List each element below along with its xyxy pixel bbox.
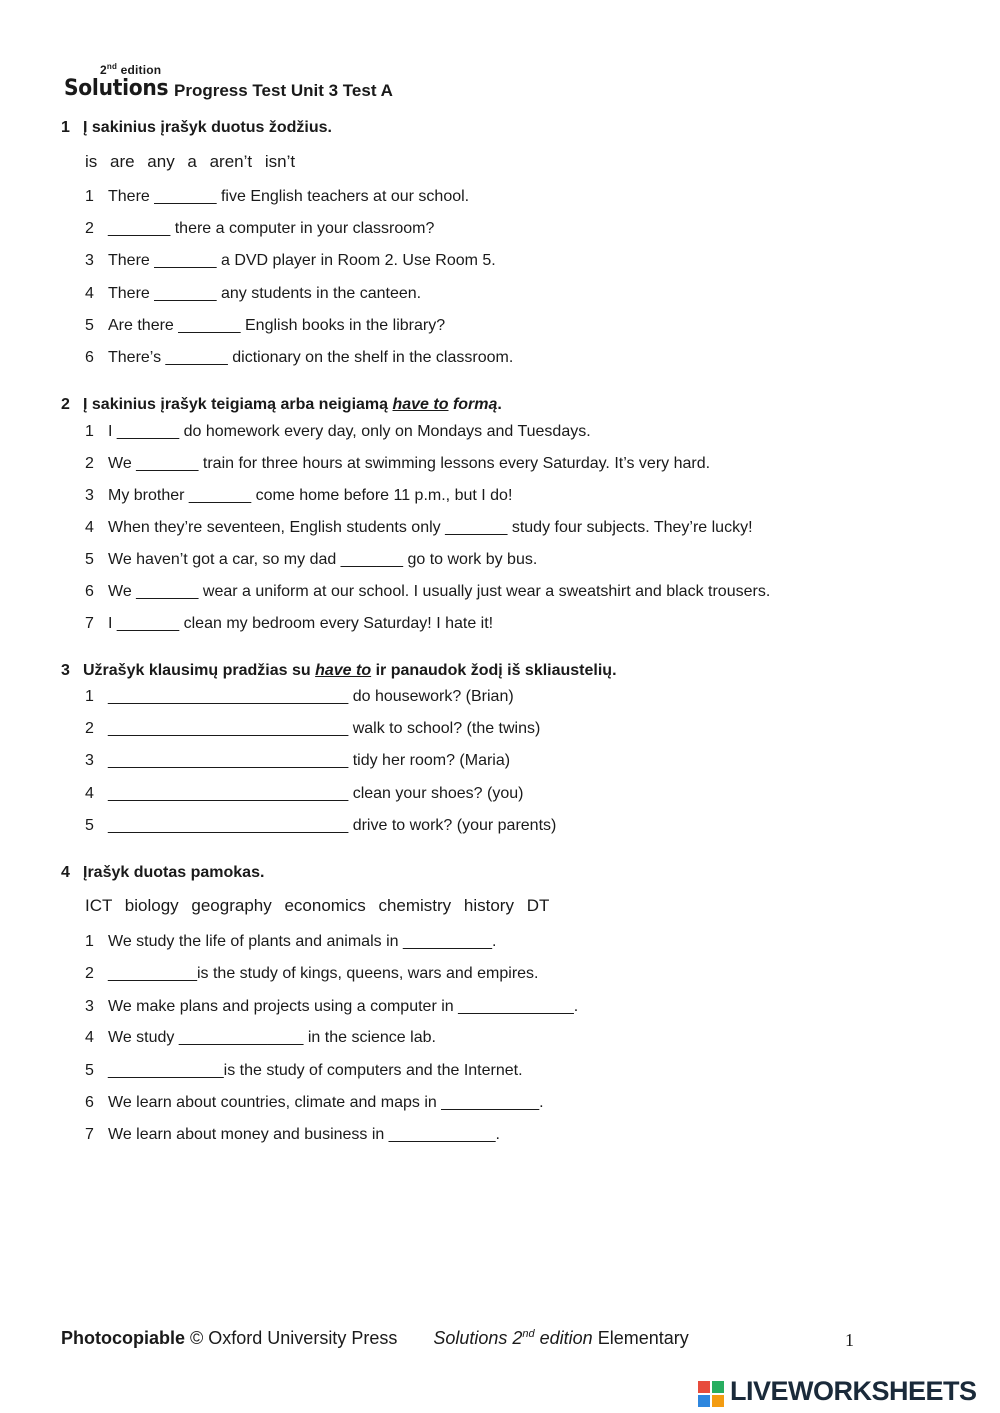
logo-tile [712,1395,724,1407]
liveworksheets-watermark: LIVEWORKSHEETS [730,1376,977,1406]
list-item: 2 _______ there a computer in your classroom? [85,220,435,237]
list-item: 3 ___________________________ tidy her room? (Maria) [85,752,511,769]
list-item: 6 We _______ wear a uniform at our school. I usually just wear a sweatshirt and black trousers. [85,583,771,600]
list-item: 2 We _______ train for three hours at swimming lessons every Saturday. It’s very hard. [85,455,711,472]
list-item: 4 We study ______________ in the science lab. [85,1029,436,1046]
list-item: 1 We study the life of plants and animals in __________. [85,933,497,950]
list-item: 2 __________is the study of kings, queens, wars and empires. [85,965,539,982]
list-item: 3 My brother _______ come home before 11 p.m., but I do! [85,487,513,504]
page-footer: Photocopiable © Oxford University Press Solutions 2nd edition Elementary [61,1328,689,1348]
list-item: 2 ___________________________ walk to school? (the twins) [85,720,541,737]
list-item: 6 There’s _______ dictionary on the shelf in the classroom. [85,349,514,366]
logo-tile [712,1381,724,1393]
list-item: 3 There _______ a DVD player in Room 2. Use Room 5. [85,252,496,269]
section-2-heading: 2 Į sakinius įrašyk teigiamą arba neigiamą have to formą. [61,396,502,413]
logo-tile [698,1395,710,1407]
page-number: 1 [845,1330,854,1350]
list-item: 3 We make plans and projects using a computer in _____________. [85,998,579,1015]
section-3-heading: 3 Užrašyk klausimų pradžias su have to ir panaudok žodį iš skliaustelių. [61,662,617,679]
list-item: 5 _____________is the study of computers and the Internet. [85,1062,523,1079]
section-1-heading: 1 Į sakinius įrašyk duotus žodžius. [61,119,332,136]
list-item: 4 ___________________________ clean your shoes? (you) [85,785,524,802]
list-item: 4 When they’re seventeen, English students only _______ study four subjects. They’re lucky! [85,519,753,536]
list-item: 7 I _______ clean my bedroom every Saturday! I hate it! [85,615,494,632]
section-4-word-bank: ICT biology geography economics chemistry history DT [85,896,550,915]
brand-logo: Solutions [64,76,169,101]
logo-edition: 2nd edition [100,62,162,77]
list-item: 7 We learn about money and business in ____________. [85,1126,500,1143]
liveworksheets-logo-icon [698,1381,724,1407]
list-item: 5 ___________________________ drive to work? (your parents) [85,817,557,834]
list-item: 6 We learn about countries, climate and maps in ___________. [85,1094,544,1111]
list-item: 4 There _______ any students in the canteen. [85,285,422,302]
list-item: 1 I _______ do homework every day, only on Mondays and Tuesdays. [85,423,591,440]
section-1-word-bank: is are any a aren’t isn’t [85,152,296,171]
section-4-heading: 4 Įrašyk duotas pamokas. [61,864,265,881]
list-item: 5 Are there _______ English books in the library? [85,317,446,334]
list-item: 5 We haven’t got a car, so my dad _______ go to work by bus. [85,551,538,568]
list-item: 1 ___________________________ do housework? (Brian) [85,688,514,705]
page-title: Progress Test Unit 3 Test A [174,81,393,100]
logo-tile [698,1381,710,1393]
list-item: 1 There _______ five English teachers at our school. [85,188,470,205]
